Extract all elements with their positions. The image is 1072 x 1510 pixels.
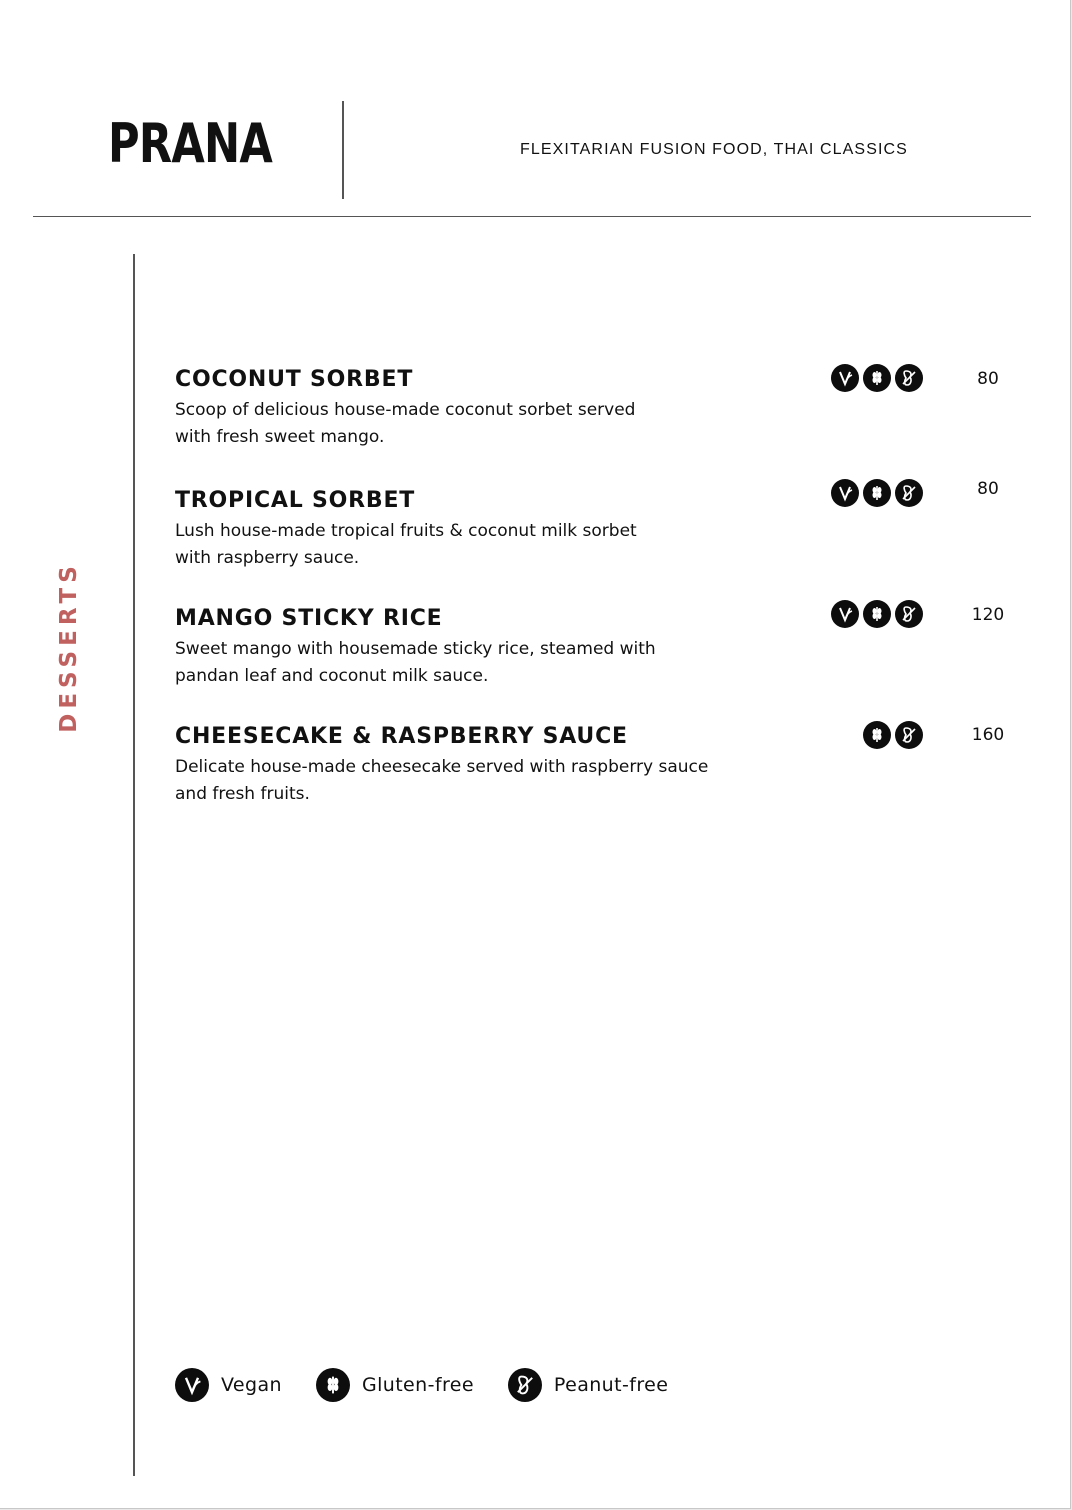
dietary-icons: [831, 479, 923, 507]
legend-label: Vegan: [221, 1374, 282, 1396]
gluten-free-icon: [863, 721, 891, 749]
brand-logo: PRANA: [108, 112, 272, 175]
menu-item: [175, 487, 795, 572]
legend-entry-peanut-free: [508, 1368, 668, 1402]
peanut-free-icon: [895, 600, 923, 628]
gluten-free-icon: [863, 479, 891, 507]
dietary-legend: [175, 1368, 702, 1402]
menu-item: [175, 723, 795, 808]
item-name: TROPICAL SORBET: [175, 488, 416, 513]
item-name: MANGO STICKY RICE: [175, 606, 443, 631]
tagline: FLEXITARIAN FUSION FOOD, THAI CLASSICS: [520, 141, 908, 158]
menu-item: [175, 605, 795, 690]
peanut-free-icon: [895, 479, 923, 507]
gluten-free-icon: [863, 364, 891, 392]
item-price: 160: [971, 725, 1005, 745]
menu-item: [175, 366, 795, 451]
item-price: 80: [977, 369, 999, 389]
vegan-icon: [175, 1368, 209, 1402]
legend-entry-gluten-free: [316, 1368, 474, 1402]
item-description: Sweet mango with housemade sticky rice, steamed with pandan leaf and coconut milk sauce.: [175, 639, 656, 686]
item-price: 80: [977, 479, 999, 499]
item-price: 120: [971, 605, 1005, 625]
item-description: Scoop of delicious house-made coconut sorbet served with fresh sweet mango.: [175, 400, 636, 447]
header-divider: [342, 101, 344, 199]
vegan-icon: [831, 479, 859, 507]
peanut-free-icon: [508, 1368, 542, 1402]
legend-label: Gluten-free: [361, 1374, 474, 1396]
dietary-icons: [831, 600, 923, 628]
side-rule: [133, 254, 135, 1476]
dietary-icons: [863, 721, 923, 749]
legend-entry-vegan: [175, 1368, 282, 1402]
item-name: CHEESECAKE & RASPBERRY SAUCE: [175, 724, 628, 749]
item-description: Lush house-made tropical fruits & coconut milk sorbet with raspberry sauce.: [175, 521, 637, 568]
gluten-free-icon: [863, 600, 891, 628]
legend-label: Peanut-free: [553, 1374, 669, 1396]
dietary-icons: [831, 364, 923, 392]
item-description: Delicate house-made cheesecake served with raspberry sauce and fresh fruits.: [175, 757, 709, 804]
peanut-free-icon: [895, 364, 923, 392]
header-rule: [33, 216, 1031, 217]
peanut-free-icon: [895, 721, 923, 749]
section-title: DESSERTS: [56, 561, 82, 733]
item-name: COCONUT SORBET: [175, 367, 414, 392]
gluten-free-icon: [316, 1368, 350, 1402]
vegan-icon: [831, 600, 859, 628]
vegan-icon: [831, 364, 859, 392]
